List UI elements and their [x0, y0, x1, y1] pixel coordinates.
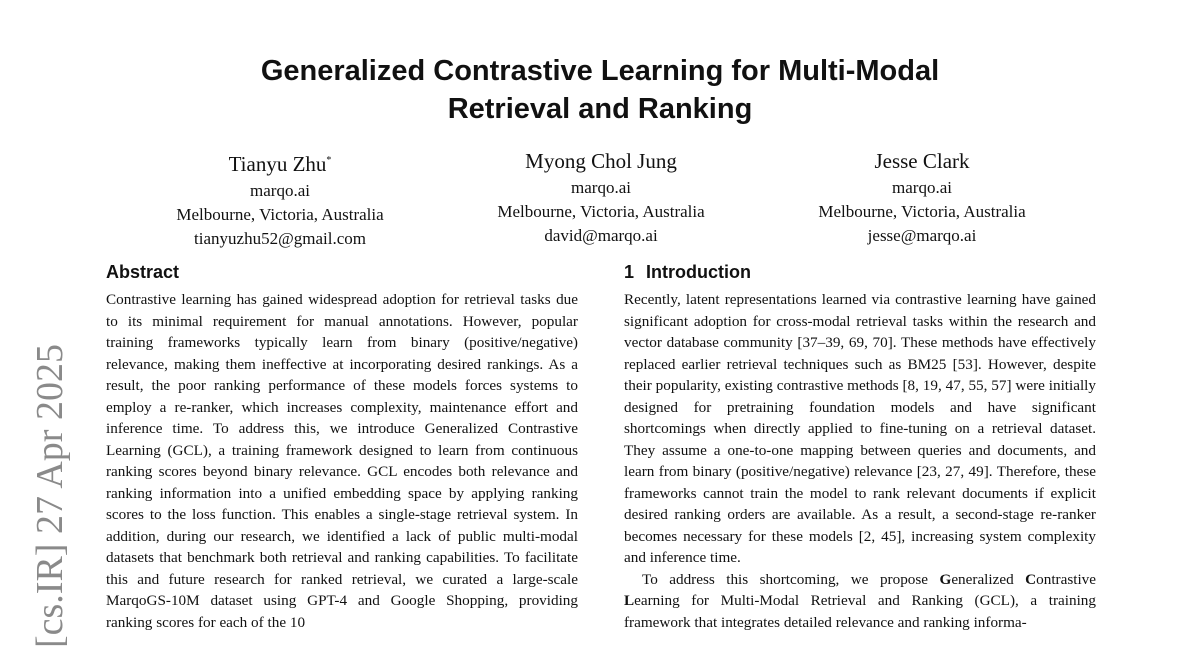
- author-2: [441, 146, 761, 248]
- author-footnote-mark: *: [326, 155, 332, 166]
- author-email: david@marqo.ai: [544, 226, 658, 245]
- para2-text-b: ontrastive: [1036, 570, 1097, 588]
- author-email: jesse@marqo.ai: [867, 226, 977, 245]
- author-affiliation: marqo.ai: [892, 178, 952, 197]
- author-email: tianyuzhu52@gmail.com: [194, 229, 366, 248]
- para2-lead: To address this shortcoming, we propose: [642, 570, 940, 588]
- paper-title-line-1: Generalized Contrastive Learning for Multi-Modal: [260, 55, 940, 87]
- author-name: [120, 146, 440, 179]
- author-affiliation: marqo.ai: [571, 178, 631, 197]
- abstract-column: [106, 260, 578, 633]
- para2-rest: earning for Multi-Modal Retrieval and Ranking (GCL), a training framework that integrates detailed relevance and ranking informa-: [624, 592, 1096, 631]
- acronym-letter-g: G: [939, 570, 952, 588]
- author-name: [441, 146, 761, 176]
- arxiv-identifier-stamp: [cs.IR] 27 Apr 2025: [29, 344, 71, 648]
- author-1: [120, 146, 440, 251]
- author-block: [0, 146, 1200, 256]
- author-location: Melbourne, Victoria, Australia: [176, 205, 384, 224]
- author-name-text: Jesse Clark: [874, 149, 970, 173]
- acronym-letter-l: L: [624, 592, 635, 609]
- abstract-text: Contrastive learning has gained widespread adoption for retrieval tasks due to its minimal requirement for manual annotations. However, popular training frameworks typically learn from binary (positive/negative) relevance, making them ineffective at incorporating desired rankings. As a result, the poor ranking performance of these models forces systems to employ a re-ranker, which increases complexity, maintenance effort and inference time. To address this, we introduce Generalized Contrastive Learning (GCL), a training framework designed to learn from continuous ranking scores beyond binary relevance. GCL encodes both relevance and ranking information into a unified embedding space by applying ranking scores to the loss function. This enables a single-stage retrieval system. In addition, during our research, we identified a lack of public multi-modal datasets that benchmark both retrieval and ranking capabilities. To facilitate this and future research for ranked retrieval, we curated a large-scale MarqoGS-10M dataset using GPT-4 and Google Shopping, providing ranking scores for each of the 10: [106, 291, 578, 631]
- author-3: [762, 146, 1082, 248]
- paper-title-line-2: Retrieval and Ranking: [447, 93, 753, 125]
- introduction-paragraph-1: Recently, latent representations learned via contrastive learning have gained significant adoption for cross-modal retrieval tasks within the research and vector database community [37–39, 69, 70]. These methods have effectively replaced earlier retrieval techniques such as BM25 [53]. However, despite their popularity, existing contrastive methods [8, 19, 47, 55, 57] were initially designed for pretraining foundation models and have significant shortcomings when directly applied to fine-tuning on a retrieval dataset. They assume a one-to-one mapping between queries and documents, and learn from binary (positive/negative) relevance [23, 27, 49]. Therefore, these frameworks cannot train the model to rank relevant documents if explicit desired ranking orders are available. As a result, a second-stage re-ranker becomes necessary for these models [2, 45], increasing system complexity and inference time.: [624, 291, 1096, 566]
- author-name: [762, 146, 1082, 176]
- para2-text-a: eneralized: [951, 570, 1026, 588]
- abstract-heading: Abstract: [106, 262, 180, 282]
- introduction-paragraph-2: [624, 569, 1096, 634]
- acronym-letter-c: C: [1025, 570, 1037, 588]
- author-affiliation: marqo.ai: [250, 181, 310, 200]
- paper-title: [150, 52, 1050, 128]
- author-name-text: Myong Chol Jung: [525, 149, 677, 173]
- author-location: Melbourne, Victoria, Australia: [818, 202, 1026, 221]
- section-number: 1: [624, 262, 635, 282]
- author-location: Melbourne, Victoria, Australia: [497, 202, 705, 221]
- section-title: Introduction: [646, 262, 751, 282]
- introduction-heading: [624, 260, 1096, 284]
- introduction-column: [624, 260, 1096, 633]
- author-name-text: Tianyu Zhu: [228, 152, 327, 176]
